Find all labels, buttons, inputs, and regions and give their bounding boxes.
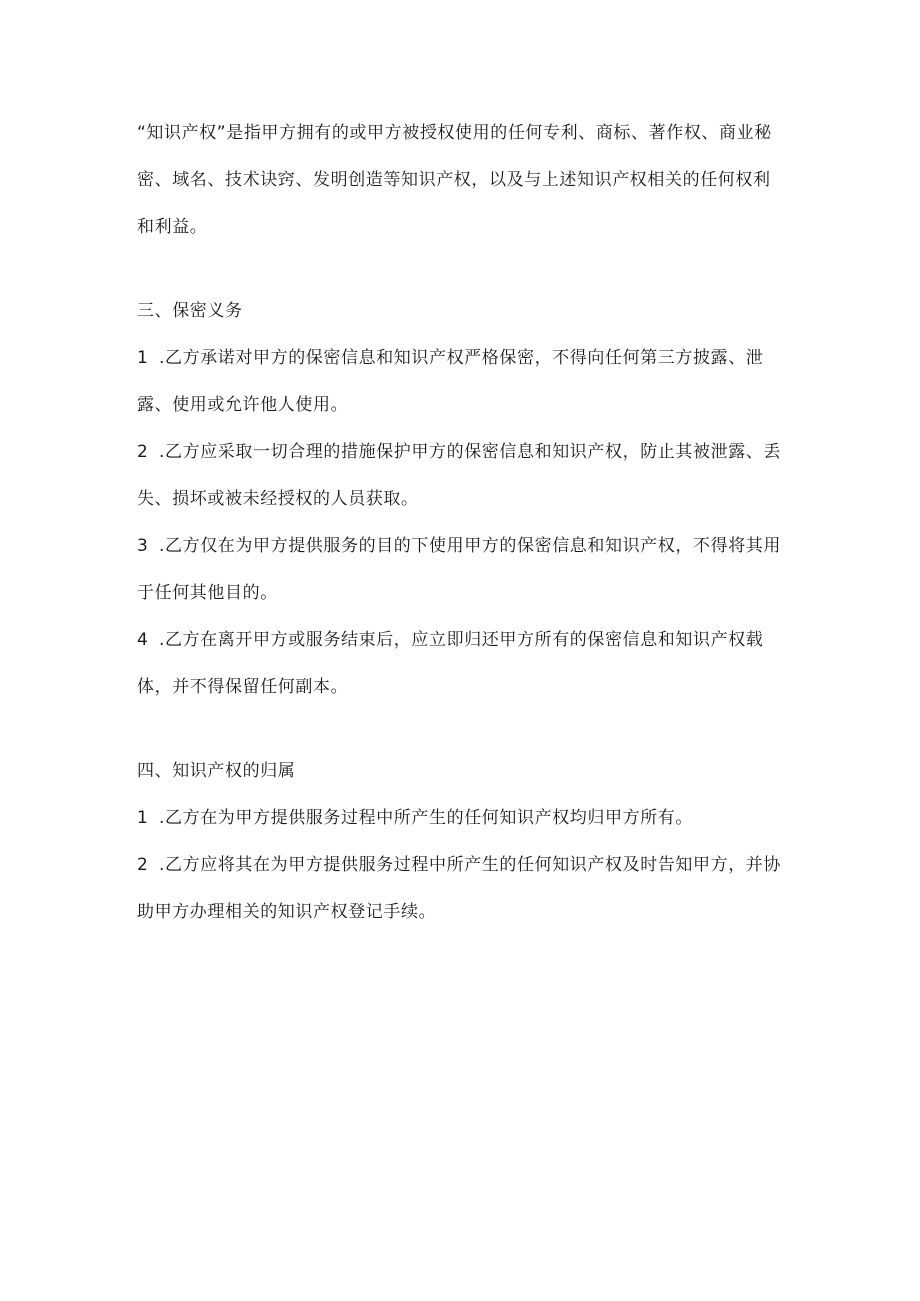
item-number: 2 [137,855,149,875]
item-number: 4 [137,630,149,650]
item-text: .乙方承诺对甲方的保密信息和知识产权严格保密，不得向任何第三方披露、泄露、使用或允许他人使用。 [137,348,764,415]
section-4-heading: 四、知识产权的归属 [137,761,296,781]
item-number: 3 [137,536,149,556]
section-3-item-4 [137,617,787,711]
item-text: .乙方应将其在为甲方提供服务过程中所产生的任何知识产权及时告知甲方，并协助甲方办理相关的知识产权登记手续。 [137,855,782,922]
section-4-item-1 [137,795,787,842]
item-text: .乙方应采取一切合理的措施保护甲方的保密信息和知识产权，防止其被泄露、丢失、损坏或被未经授权的人员获取。 [137,442,782,509]
definition-paragraph: “知识产权”是指甲方拥有的或甲方被授权使用的任何专利、商标、著作权、商业秘密、域名、技术诀窍、发明创造等知识产权，以及与上述知识产权相关的任何权利和利益。 [137,123,772,237]
item-number: 1 [137,348,149,368]
item-text: .乙方仅在为甲方提供服务的目的下使用甲方的保密信息和知识产权，不得将其用于任何其他目的。 [137,536,782,603]
section-3-item-3 [137,523,787,617]
section-3-heading: 三、保密义务 [137,301,243,321]
section-4-item-2 [137,842,787,936]
section-3-item-2 [137,429,787,523]
section-spacer [137,251,787,288]
item-text: .乙方在为甲方提供服务过程中所产生的任何知识产权均归甲方所有。 [159,808,694,828]
section-3-item-1 [137,335,787,429]
item-number: 2 [137,442,149,462]
section-spacer [137,711,787,748]
item-text: .乙方在离开甲方或服务结束后，应立即归还甲方所有的保密信息和知识产权载体，并不得保留任何副本。 [137,630,764,697]
document-page [137,110,787,936]
item-number: 1 [137,808,149,828]
